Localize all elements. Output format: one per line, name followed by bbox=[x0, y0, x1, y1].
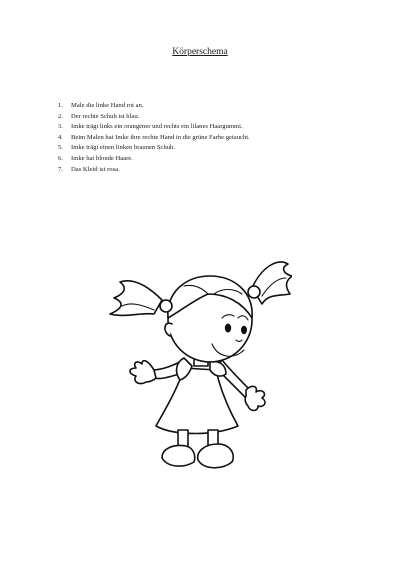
page-title: Körperschema bbox=[172, 47, 228, 57]
eye-left bbox=[225, 324, 231, 333]
girl-coloring-illustration bbox=[102, 248, 292, 476]
task-text: Imke trägt einen linken braunen Schuh. bbox=[71, 144, 176, 152]
task-number: 5. bbox=[58, 144, 63, 152]
task-number: 2. bbox=[58, 112, 63, 120]
eye-right bbox=[241, 326, 247, 334]
task-text: Beim Malen hat Imke ihre rechte Hand in die grüne Farbe getaucht. bbox=[71, 133, 250, 141]
task-number: 3. bbox=[58, 123, 63, 131]
task-text: Male die linke Hand rot an. bbox=[71, 102, 144, 109]
task-text: Das Kleid ist rosa. bbox=[71, 165, 120, 173]
list-item bbox=[58, 112, 250, 123]
task-list bbox=[58, 101, 250, 175]
task-number: 1. bbox=[58, 102, 63, 109]
list-item bbox=[58, 122, 250, 133]
task-number: 7. bbox=[58, 165, 63, 173]
list-item bbox=[58, 101, 250, 112]
task-text: Imke hat blonde Haare. bbox=[71, 154, 133, 162]
girl-outline-drawing bbox=[102, 248, 292, 476]
list-item bbox=[58, 143, 250, 154]
task-text: Imke trägt links ein orangener und rechts ein lilanes Haargummi. bbox=[71, 123, 243, 131]
task-number: 4. bbox=[58, 133, 63, 141]
left-hand bbox=[130, 361, 156, 384]
list-item bbox=[58, 154, 250, 165]
right-shoe bbox=[198, 444, 234, 468]
list-item bbox=[58, 165, 250, 176]
left-hair-tie bbox=[160, 300, 172, 312]
left-shoe bbox=[162, 446, 195, 467]
right-pigtail bbox=[252, 262, 292, 304]
right-hair-tie bbox=[248, 286, 260, 298]
task-number: 6. bbox=[58, 154, 63, 162]
right-hand bbox=[245, 386, 265, 410]
task-text: Der rechte Schuh ist blau. bbox=[71, 112, 140, 120]
list-item bbox=[58, 133, 250, 144]
